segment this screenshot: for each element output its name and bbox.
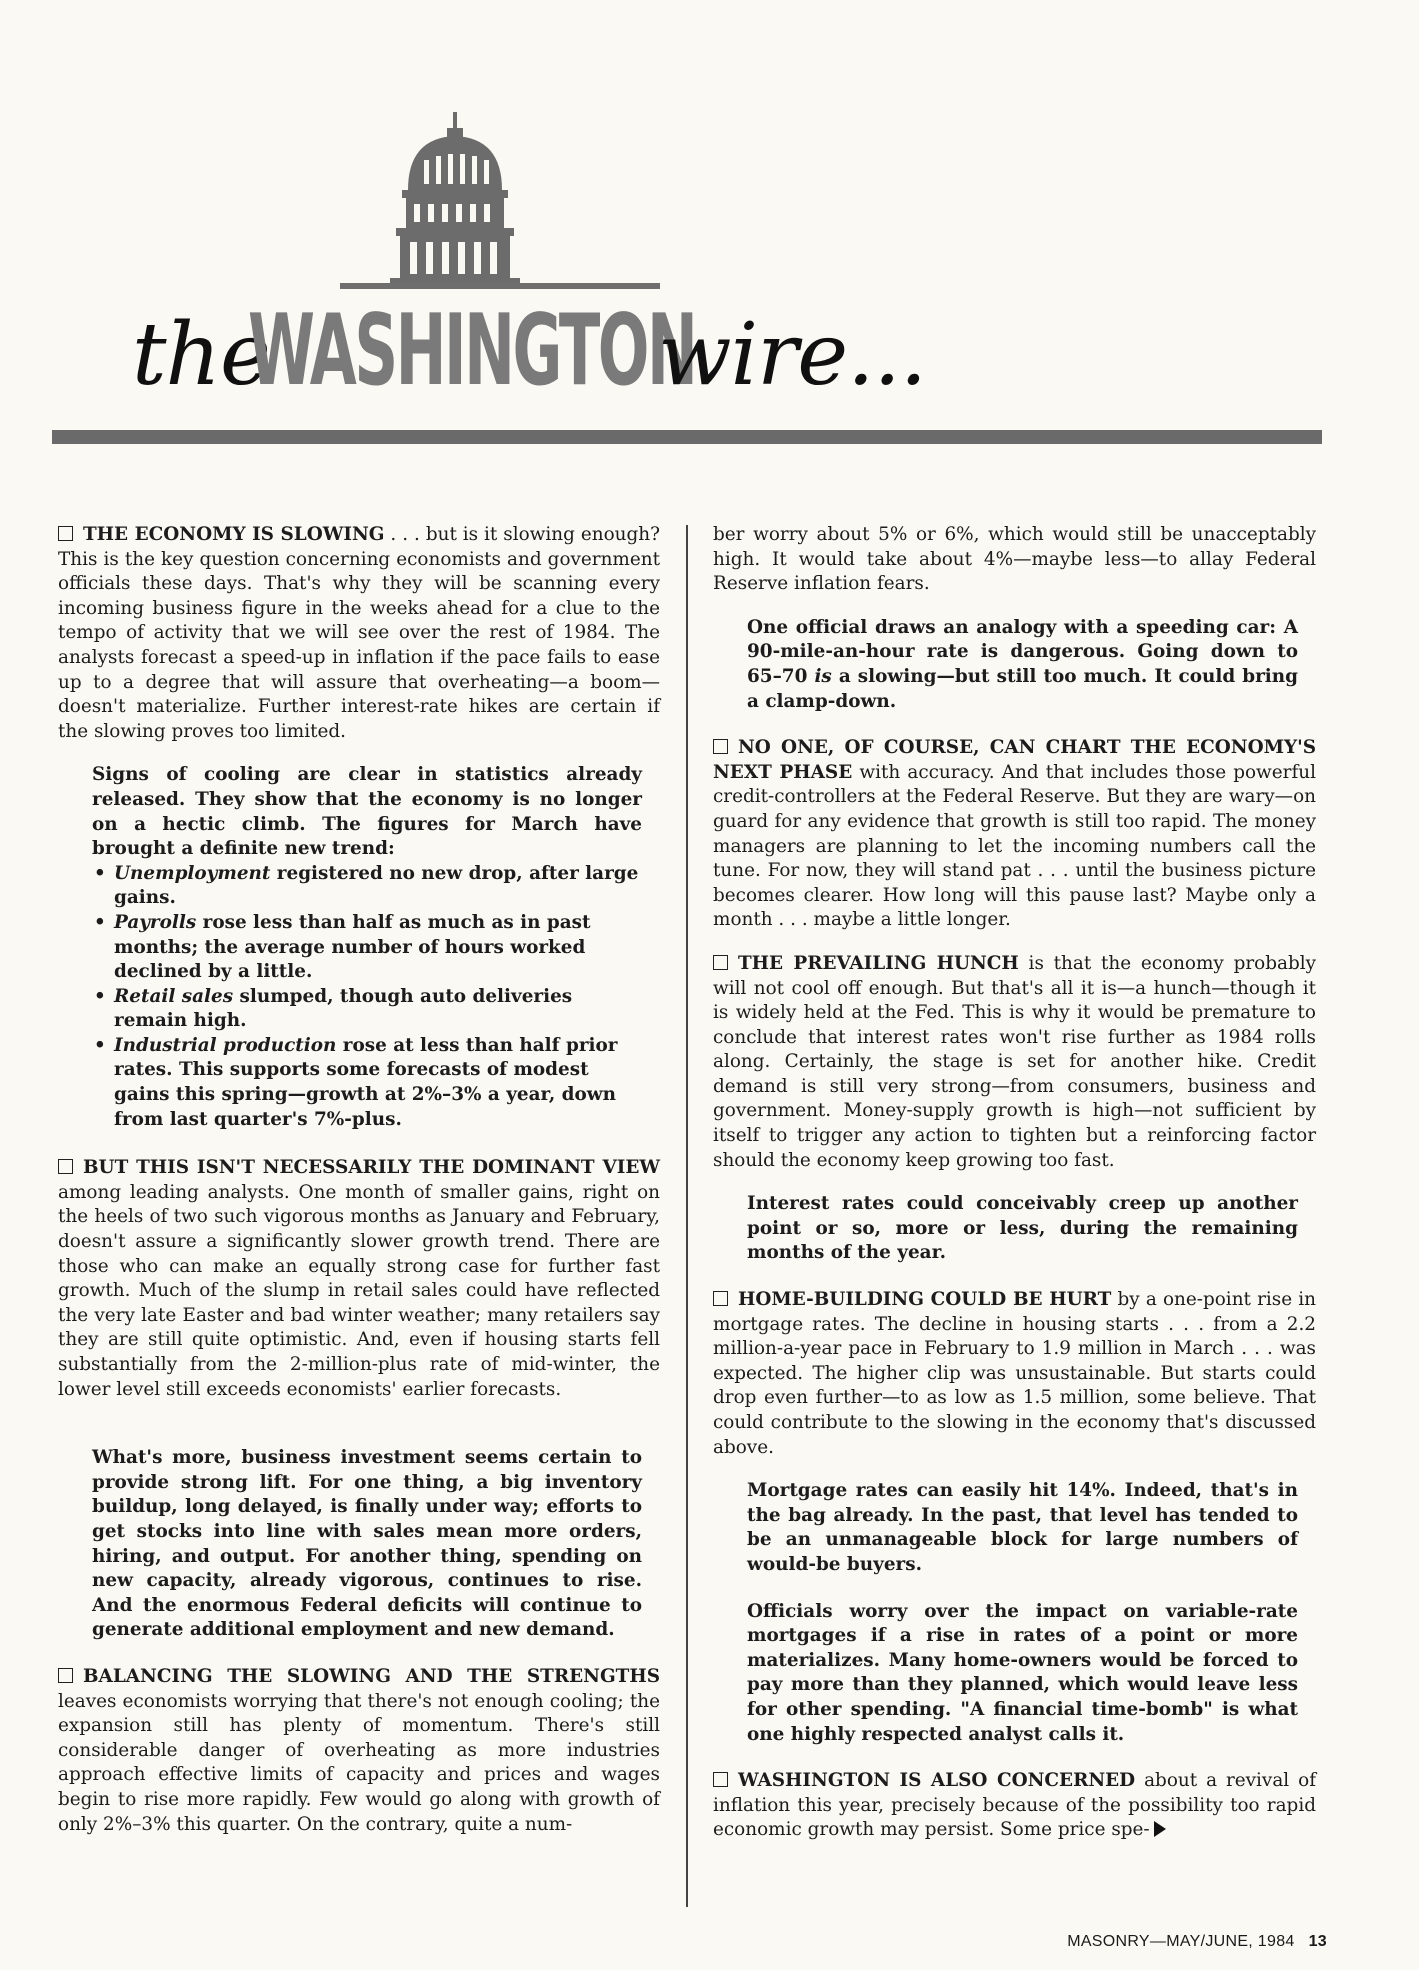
list-item: • Retail sales slumped, though auto deliveries remain high.: [92, 985, 660, 1034]
checkbox-bullet-icon: [58, 1159, 73, 1174]
page-number: 13: [1308, 1933, 1327, 1950]
left-column: [58, 523, 660, 1856]
masthead-title: WASHINGTON: [248, 294, 696, 408]
article-paragraph: THE ECONOMY IS SLOWING . . . but is it slowing enough? This is the key question concerning economists and government officials these days. That's why they will be scanning every incoming business figure in the weeks ahead for a clue to the tempo of activity that we will see over the rest of 1984. The analysts forecast a speed-up in inflation if the pace fails to ease up to a degree that will assure that overheating—a boom—doesn't materialize. Further interest-rate hikes are certain if the slowing proves too limited.: [58, 524, 660, 742]
callout-paragraph: Interest rates could conceivably creep up another point or so, more or less, during the remaining months of the year.: [747, 1193, 1298, 1264]
right-column: [713, 523, 1316, 1862]
checkbox-bullet-icon: [58, 1668, 73, 1683]
masthead-prefix: the: [132, 305, 270, 405]
article-paragraph: WASHINGTON IS ALSO CONCERNED about a revival of inflation this year, precisely because of the possibility too rapid economic growth may persist. Some price spe-: [713, 1770, 1316, 1841]
capitol-dome-icon: [380, 112, 530, 287]
callout-paragraph: Officials worry over the impact on variable-rate mortgages if a rise in rates of a point or more materializes. Many home-owners would be forced to pay more than they planned, which would leave less for other spending. "A financial time-bomb" is what one highly respected analyst calls it.: [747, 1600, 1298, 1745]
checkbox-bullet-icon: [713, 1291, 728, 1306]
checkbox-bullet-icon: [713, 739, 728, 754]
bullet-list: [92, 862, 660, 1133]
callout-paragraph: One official draws an analogy with a speeding car: A 90-mile-an-hour rate is dangerous. Going down to 65–70 is a slowing—but still too much. It could bring a clamp-down.: [747, 616, 1298, 712]
callout-paragraph: Mortgage rates can easily hit 14%. Indeed, that's in the bag already. In the past, that level has tended to be an unmanageable block for large numbers of would-be buyers.: [747, 1480, 1298, 1575]
callout-paragraph: Signs of cooling are clear in statistics already released. They show that the economy is no longer on a hectic climb. The figures for March have brought a definite new trend:: [92, 764, 642, 860]
checkbox-bullet-icon: [713, 955, 728, 970]
article-paragraph: BUT THIS ISN'T NECESSARILY THE DOMINANT VIEW among leading analysts. One month of smaller gains, right on the heels of two such vigorous months as January and February, doesn't assure a significantly slower growth trend. There are those who can make an equally strong case for further fast growth. Much of the slump in retail sales could have reflected the very late Easter and bad winter weather; many retailers say they are still quite optimistic. And, even if housing starts fell substantially from the 2-million-plus rate of mid-winter, the lower level still exceeds economists' earlier forecasts.: [58, 1157, 660, 1400]
list-item: • Payrolls rose less than half as much as in past months; the average number of hours worked declined by a little.: [92, 911, 660, 985]
checkbox-bullet-icon: [58, 526, 73, 541]
callout-paragraph: What's more, business investment seems certain to provide strong lift. For one thing, a big inventory buildup, long delayed, is finally under way; efforts to get stocks into line with sales mean more orders, hiring, and output. For another thing, spending on new capacity, already vigorous, continues to rise. And the enormous Federal deficits will continue to generate additional employment and new demand.: [92, 1447, 642, 1641]
list-item: • Unemployment registered no new drop, after large gains.: [92, 862, 660, 911]
page-footer: [1067, 1933, 1327, 1951]
masthead-suffix: wire...: [658, 305, 927, 405]
continued-arrow-icon: [1154, 1821, 1166, 1837]
masthead-rule: [52, 430, 1322, 444]
article-paragraph: ber worry about 5% or 6%, which would still be unacceptably high. It would take about 4%—maybe less—to allay Federal Reserve inflation fears.: [713, 524, 1316, 595]
article-paragraph: BALANCING THE SLOWING AND THE STRENGTHS leaves economists worrying that there's not enough cooling; the expansion still has plenty of momentum. There's still considerable danger of overheating as more industries approach effective limits of capacity and prices and wages begin to rise more rapidly. Few would go along with growth of only 2%–3% this quarter. On the contrary, quite a num-: [58, 1665, 660, 1835]
checkbox-bullet-icon: [713, 1772, 728, 1787]
masthead-top-rule: [340, 283, 660, 289]
publication-line: MASONRY—MAY/JUNE, 1984: [1067, 1933, 1295, 1950]
article-paragraph: THE PREVAILING HUNCH is that the economy probably will not cool off enough. But that's all it is—a hunch—though it is widely held at the Fed. This is why it would be premature to conclude that interest rates won't rise further as 1984 rolls along. Certainly, the stage is set for another hike. Credit demand is still very strong—from consumers, business and government. Money-supply growth is high—not sufficient by itself to trigger any action to tighten but a reinforcing factor should the economy keep growing too fast.: [713, 952, 1316, 1171]
article-paragraph: HOME-BUILDING COULD BE HURT by a one-point rise in mortgage rates. The decline in housing starts . . . from a 2.2 million-a-year pace in February to 1.9 million in March . . . was expected. The higher clip was unsustainable. But starts could drop even further—to as low as 1.5 million, some believe. That could contribute to the slowing in the economy that's discussed above.: [713, 1289, 1316, 1458]
column-divider: [686, 525, 688, 1907]
article-paragraph: NO ONE, OF COURSE, CAN CHART THE ECONOMY'S NEXT PHASE with accuracy. And that includes those powerful credit-controllers at the Federal Reserve. But they are wary—on guard for any evidence that growth is still too rapid. The money managers are planning to let the incoming numbers call the tune. For now, they will stand pat . . . until the business picture becomes clearer. How long will this pause last? Maybe only a month . . . maybe a little longer.: [713, 737, 1316, 931]
list-item: • Industrial production rose at less than half prior rates. This supports some forecasts of modest gains this spring—growth at 2%–3% a year, down from last quarter's 7%-plus.: [92, 1034, 660, 1132]
